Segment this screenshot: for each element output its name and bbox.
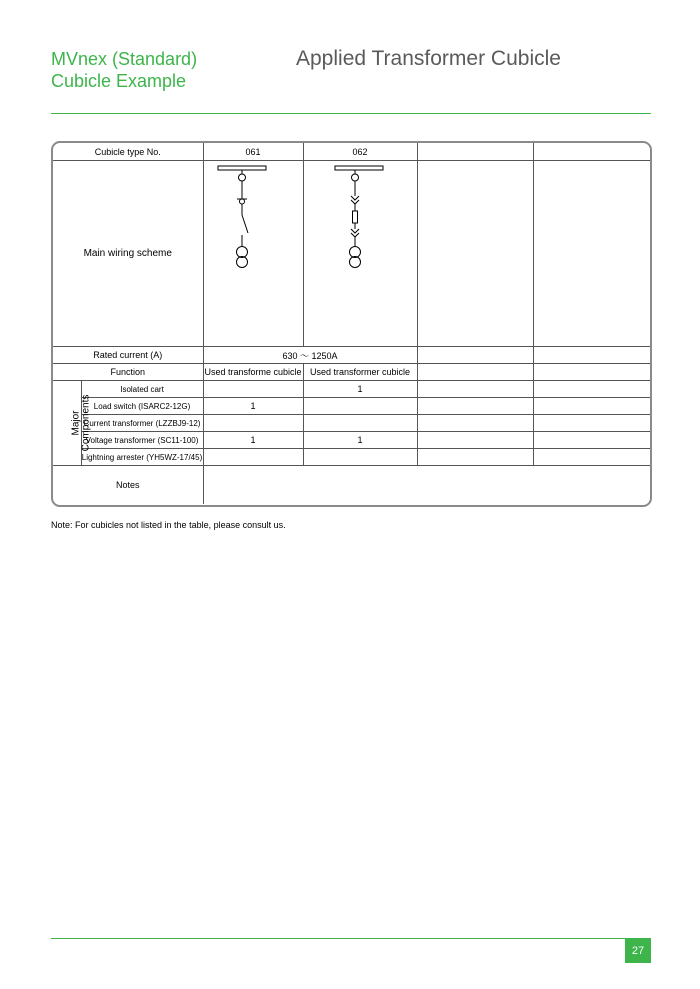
- component-value: 1: [303, 381, 417, 398]
- function-cell: Used transformer cubicle: [303, 364, 417, 381]
- component-value: [417, 415, 533, 432]
- header-divider: [51, 113, 651, 114]
- cubicle-type-cell: 062: [303, 143, 417, 161]
- busbar: [218, 166, 266, 170]
- component-value: [417, 449, 533, 466]
- cubicle-type-cell: [417, 143, 533, 161]
- cubicle-type-cell: [533, 143, 650, 161]
- function-cell: Used transforme cubicle: [203, 364, 303, 381]
- row-function: [53, 364, 650, 381]
- title-line-1: MVnex (Standard): [51, 49, 198, 69]
- component-value: [303, 415, 417, 432]
- component-value: [533, 432, 650, 449]
- row-component: [53, 449, 650, 466]
- section-title: Applied Transformer Cubicle: [296, 47, 561, 70]
- cubicle-spec-table: [53, 143, 650, 504]
- wiring-cell: [417, 161, 533, 347]
- component-value: [303, 398, 417, 415]
- function-label: Function: [53, 364, 203, 381]
- wiring-cell: [203, 161, 303, 347]
- rated-current-cell: [533, 347, 650, 364]
- major-components-label: Major Components: [70, 394, 92, 452]
- load-switch-blade: [242, 215, 248, 233]
- function-cell: [417, 364, 533, 381]
- bus-connection-node: [351, 174, 358, 181]
- row-rated-current: [53, 347, 650, 364]
- component-value: [417, 381, 533, 398]
- fuse: [352, 211, 357, 223]
- bus-connection-node: [238, 174, 245, 181]
- wiring-cell: [303, 161, 417, 347]
- component-name: Lightning arrester (YH5WZ-17/45): [81, 449, 203, 466]
- row-component: [53, 432, 650, 449]
- component-name: Isolated cart: [81, 381, 203, 398]
- component-value: [533, 381, 650, 398]
- component-value: [533, 398, 650, 415]
- component-value: 1: [203, 398, 303, 415]
- transformer-coil-upper: [349, 247, 360, 258]
- cubicle-type-label: Cubicle type No.: [53, 143, 203, 161]
- component-name: Current transformer (LZZBJ9-12): [81, 415, 203, 432]
- row-component: [53, 415, 650, 432]
- component-value: [203, 415, 303, 432]
- footnote: Note: For cubicles not listed in the table, please consult us.: [51, 520, 286, 530]
- load-switch-wiring-diagram: [204, 161, 304, 346]
- component-value: 1: [303, 432, 417, 449]
- component-name: Load switch (ISARC2-12G): [81, 398, 203, 415]
- rated-current-cell: [417, 347, 533, 364]
- busbar: [335, 166, 383, 170]
- component-value: [203, 449, 303, 466]
- component-value: 1: [203, 432, 303, 449]
- row-component: [53, 398, 650, 415]
- component-value: [303, 449, 417, 466]
- wiring-cell: [533, 161, 650, 347]
- footer-divider: [51, 938, 651, 939]
- transformer-coil-lower: [349, 257, 360, 268]
- page-number: 27: [625, 939, 651, 963]
- isolated-cart-wiring-diagram: [304, 161, 418, 346]
- wiring-scheme-label: Main wiring scheme: [53, 161, 203, 347]
- row-wiring-scheme: [53, 161, 650, 347]
- transformer-coil-lower: [236, 257, 247, 268]
- component-value: [203, 381, 303, 398]
- notes-label: Notes: [53, 466, 203, 505]
- rated-current-label: Rated current (A): [53, 347, 203, 364]
- document-title: [51, 48, 197, 92]
- notes-cell: [203, 466, 650, 505]
- component-value: [533, 449, 650, 466]
- component-name: Voltage transformer (SC11-100): [81, 432, 203, 449]
- cubicle-type-cell: 061: [203, 143, 303, 161]
- function-cell: [533, 364, 650, 381]
- rated-current-value: 630 〜 1250A: [203, 347, 417, 364]
- component-value: [417, 432, 533, 449]
- component-value: [417, 398, 533, 415]
- row-notes: [53, 466, 650, 505]
- major-components-label-cell: [53, 381, 92, 466]
- row-component: [53, 381, 650, 398]
- row-cubicle-type: [53, 143, 650, 161]
- cubicle-spec-table-frame: [51, 141, 652, 507]
- transformer-coil-upper: [236, 247, 247, 258]
- component-value: [533, 415, 650, 432]
- title-line-2: Cubicle Example: [51, 71, 187, 91]
